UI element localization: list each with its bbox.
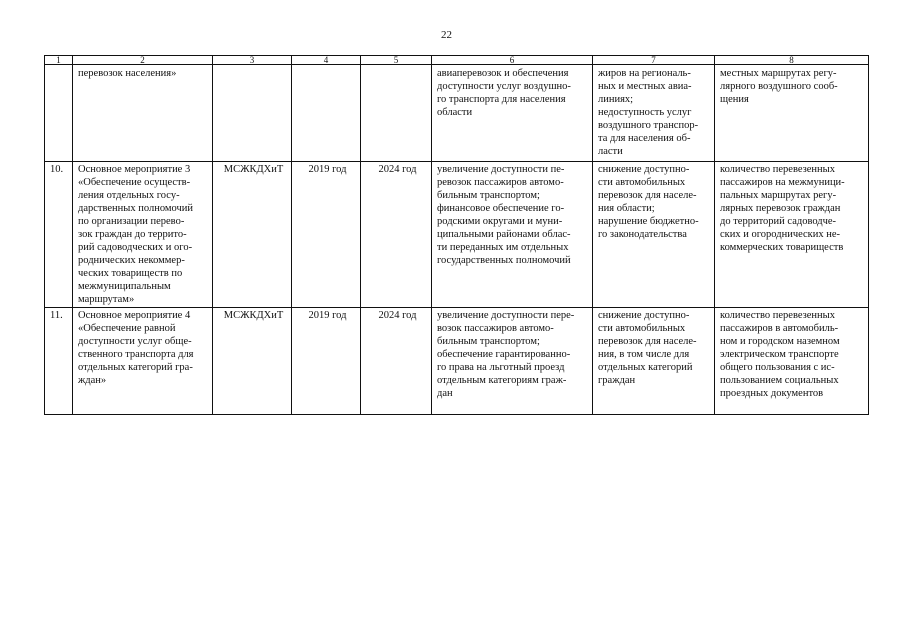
row-11-consequences: снижение доступно- сти автомобильных перевозок для населе- ния, в том числе для отдельных категорий граждан [593, 308, 715, 415]
table-row-continued [45, 65, 869, 162]
row-11-executor: МСЖКДХиТ [213, 308, 292, 415]
column-number-7: 7 [593, 56, 715, 65]
table-row-11 [45, 308, 869, 415]
column-numbers-row [45, 56, 869, 65]
row-continued-number [45, 65, 73, 162]
row-11-end-year: 2024 год [361, 308, 432, 415]
page-number: 22 [441, 29, 452, 41]
row-10-indicator: количество перевезенных пассажиров на межмуници- пальных маршрутах регу- лярных перевозок граждан до территорий садоводче- ских и огороднических не- коммерческих товариществ [715, 162, 869, 308]
row-10-start-year: 2019 год [292, 162, 361, 308]
row-11-measure: Основное мероприятие 4 «Обеспечение равной доступности услуг обще- ственного транспорта для отдельных категорий гра- ждан» [73, 308, 213, 415]
row-continued-consequences: жиров на региональ- ных и местных авиа- линиях; недоступность услуг воздушного транспор- та для населения об- ласти [593, 65, 715, 162]
row-continued-measure: перевозок населения» [73, 65, 213, 162]
column-number-5: 5 [361, 56, 432, 65]
row-continued-indicator: местных маршрутах регу- лярного воздушного сооб- щения [715, 65, 869, 162]
row-11-expected-result: увеличение доступности пере- возок пассажиров автомо- бильным транспортом; обеспечение гарантированно- го права на льготный проезд отдельным категориям граж- дан [432, 308, 593, 415]
row-11-start-year: 2019 год [292, 308, 361, 415]
column-number-1: 1 [45, 56, 73, 65]
row-10-expected-result: увеличение доступности пе- ревозок пассажиров автомо- бильным транспортом; финансовое обеспечение го- родскими округами и муни- ципальными районами облас- ти переданных им отдельных государственных полномочий [432, 162, 593, 308]
column-number-4: 4 [292, 56, 361, 65]
measures-table [44, 55, 869, 415]
column-number-8: 8 [715, 56, 869, 65]
row-10-consequences: снижение доступно- сти автомобильных перевозок для населе- ния области; нарушение бюджетно- го законодательства [593, 162, 715, 308]
column-number-2: 2 [73, 56, 213, 65]
row-10-number: 10. [45, 162, 73, 308]
row-continued-end-year [361, 65, 432, 162]
row-11-indicator: количество перевезенных пассажиров в автомобиль- ном и городском наземном электрическом транспорте общего пользования с ис- пользованием социальных проездных документов [715, 308, 869, 415]
column-number-6: 6 [432, 56, 593, 65]
row-10-end-year: 2024 год [361, 162, 432, 308]
table-row-10 [45, 162, 869, 308]
column-number-3: 3 [213, 56, 292, 65]
row-continued-expected-result: авиаперевозок и обеспечения доступности услуг воздушно- го транспорта для населения области [432, 65, 593, 162]
row-10-executor: МСЖКДХиТ [213, 162, 292, 308]
row-11-number: 11. [45, 308, 73, 415]
row-continued-executor [213, 65, 292, 162]
row-continued-start-year [292, 65, 361, 162]
row-10-measure: Основное мероприятие 3 «Обеспечение осуществ- ления отдельных госу- дарственных полномочий по организации перево- зок граждан до террито- рий садоводческих и ого- роднических некоммер- ческих товариществ по межмуниципальным маршрутам» [73, 162, 213, 308]
